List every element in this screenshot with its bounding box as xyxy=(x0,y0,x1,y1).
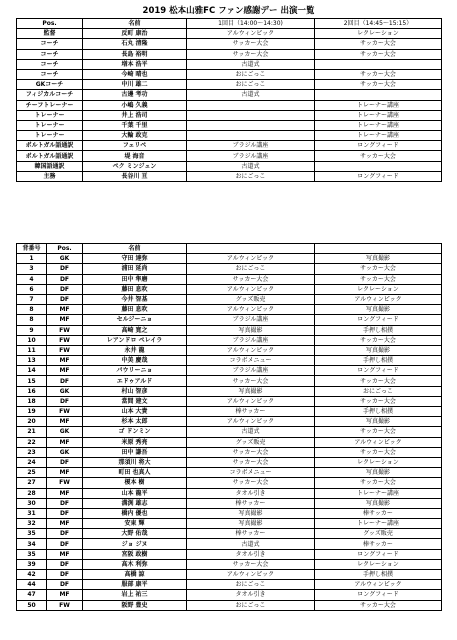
player-number: 14 xyxy=(17,366,47,376)
player-number: 28 xyxy=(17,488,47,498)
staff-session2: トレーナー講座 xyxy=(315,131,442,141)
player-number: 22 xyxy=(17,437,47,447)
staff-session1: アルウィンピック xyxy=(187,29,315,39)
player-row xyxy=(17,570,442,580)
staff-pos: 韓国語通訳 xyxy=(17,161,83,171)
player-session1: タオル引き xyxy=(187,488,315,498)
staff-pos: コーチ xyxy=(17,39,83,49)
staff-row xyxy=(17,141,442,151)
player-session2: ロングフィード xyxy=(315,590,442,600)
player-name: 田中 隼磨 xyxy=(83,274,187,284)
staff-pos: トレーナー xyxy=(17,120,83,130)
staff-session2: トレーナー講座 xyxy=(315,100,442,110)
player-pos: FW xyxy=(47,325,83,335)
staff-name: 小嶋 久義 xyxy=(83,100,187,110)
staff-name: 石丸 清隆 xyxy=(83,39,187,49)
player-name: 守田 達弥 xyxy=(83,254,187,264)
player-number: 9 xyxy=(17,325,47,335)
player-pos: FW xyxy=(47,345,83,355)
player-session2: 棒サッカー xyxy=(315,508,442,518)
staff-pos: チーフトレーナー xyxy=(17,100,83,110)
player-pos: MF xyxy=(47,590,83,600)
staff-session2: サッカー大会 xyxy=(315,151,442,161)
player-number: 18 xyxy=(17,396,47,406)
staff-session2: サッカー大会 xyxy=(315,80,442,90)
staff-header-cell: 1回目（14:00～14:30) xyxy=(187,19,315,29)
player-pos: FW xyxy=(47,478,83,488)
staff-name: 今崎 晴也 xyxy=(83,69,187,79)
player-row xyxy=(17,407,442,417)
player-row xyxy=(17,366,442,376)
player-pos: MF xyxy=(47,356,83,366)
player-session1: おにごっこ xyxy=(187,600,315,610)
player-session2: サッカー大会 xyxy=(315,427,442,437)
player-number: 20 xyxy=(17,417,47,427)
player-name: 高崎 寛之 xyxy=(83,325,187,335)
player-pos: FW xyxy=(47,600,83,610)
player-session1: 写真撮影 xyxy=(187,386,315,396)
player-session2: サッカー大会 xyxy=(315,447,442,457)
staff-session1: ブラジル講座 xyxy=(187,141,315,151)
player-number: 19 xyxy=(17,407,47,417)
player-name: ジョ ジヌ xyxy=(83,539,187,549)
staff-name: 長島 裕明 xyxy=(83,49,187,59)
player-number: 16 xyxy=(17,386,47,396)
player-row xyxy=(17,294,442,304)
staff-row xyxy=(17,120,442,130)
player-pos: MF xyxy=(47,315,83,325)
player-session2: アルウィンピック xyxy=(315,437,442,447)
player-session2: サッカー大会 xyxy=(315,335,442,345)
staff-session2: サッカー大会 xyxy=(315,69,442,79)
player-name: 中美 慶哉 xyxy=(83,356,187,366)
player-session1: アルウィンピック xyxy=(187,570,315,580)
player-name: パウリーニョ xyxy=(83,366,187,376)
player-number: 8 xyxy=(17,305,47,315)
player-number: 13 xyxy=(17,356,47,366)
staff-session1: サッカー大会 xyxy=(187,39,315,49)
player-session1: アルウィンピック xyxy=(187,396,315,406)
staff-header-row xyxy=(17,19,442,29)
staff-session2 xyxy=(315,59,442,69)
player-number: 35 xyxy=(17,529,47,539)
staff-session1: サッカー大会 xyxy=(187,49,315,59)
players-header-row xyxy=(17,244,442,254)
player-name: 杉本 太郎 xyxy=(83,417,187,427)
staff-row xyxy=(17,171,442,181)
player-session2: アルウィンピック xyxy=(315,580,442,590)
player-session2: レクレーション xyxy=(315,559,442,569)
player-name: 宮阪 政樹 xyxy=(83,549,187,559)
player-row xyxy=(17,386,442,396)
staff-table xyxy=(16,18,442,182)
player-number: 31 xyxy=(17,508,47,518)
player-session2: 手押し相撲 xyxy=(315,407,442,417)
player-number: 25 xyxy=(17,468,47,478)
staff-name: ペク ミンジュン xyxy=(83,161,187,171)
staff-session1: おにごっこ xyxy=(187,80,315,90)
staff-session2: トレーナー講座 xyxy=(315,110,442,120)
staff-pos: コーチ xyxy=(17,59,83,69)
player-pos: DF xyxy=(47,580,83,590)
player-number: 35 xyxy=(17,549,47,559)
player-name: 當間 建文 xyxy=(83,396,187,406)
staff-name: 大輪 政克 xyxy=(83,131,187,141)
player-session1: タオル引き xyxy=(187,590,315,600)
player-row xyxy=(17,335,442,345)
player-row xyxy=(17,376,442,386)
player-name: 溝渕 雄志 xyxy=(83,498,187,508)
staff-pos: トレーナー xyxy=(17,131,83,141)
staff-session2: サッカー大会 xyxy=(315,39,442,49)
player-name: 永井 龍 xyxy=(83,345,187,355)
player-name: レアンドロ ペレイラ xyxy=(83,335,187,345)
staff-pos: コーチ xyxy=(17,69,83,79)
player-session2: 写真撮影 xyxy=(315,498,442,508)
staff-row xyxy=(17,151,442,161)
player-row xyxy=(17,437,442,447)
player-session1: 古道式 xyxy=(187,539,315,549)
player-pos: DF xyxy=(47,570,83,580)
player-session2: レクレーション xyxy=(315,457,442,467)
player-session1: グッズ販売 xyxy=(187,437,315,447)
player-row xyxy=(17,447,442,457)
player-row xyxy=(17,519,442,529)
staff-session2: ロングフィード xyxy=(315,171,442,181)
player-number: 32 xyxy=(17,519,47,529)
player-session2: トレーナー講座 xyxy=(315,519,442,529)
player-row xyxy=(17,478,442,488)
staff-name: 反町 康治 xyxy=(83,29,187,39)
player-row xyxy=(17,580,442,590)
player-session2: アルウィンピック xyxy=(315,294,442,304)
staff-row xyxy=(17,131,442,141)
staff-session1: ブラジル講座 xyxy=(187,151,315,161)
player-session2: 棒サッカー xyxy=(315,539,442,549)
player-session1: コラボメニュー xyxy=(187,468,315,478)
player-row xyxy=(17,539,442,549)
player-session1: 写真撮影 xyxy=(187,508,315,518)
player-session1: サッカー大会 xyxy=(187,274,315,284)
player-number: 34 xyxy=(17,539,47,549)
player-name: セルジーニョ xyxy=(83,315,187,325)
player-name: 高木 利弥 xyxy=(83,559,187,569)
staff-session1: 古道式 xyxy=(187,59,315,69)
staff-name: 増本 浩平 xyxy=(83,59,187,69)
player-row xyxy=(17,549,442,559)
player-pos: DF xyxy=(47,457,83,467)
player-name: 山本 龍平 xyxy=(83,488,187,498)
player-pos: MF xyxy=(47,519,83,529)
player-session1: サッカー大会 xyxy=(187,376,315,386)
player-name: 今井 智基 xyxy=(83,294,187,304)
staff-session2: サッカー大会 xyxy=(315,49,442,59)
player-session1: ブラジル講座 xyxy=(187,315,315,325)
player-row xyxy=(17,356,442,366)
players-header-cell xyxy=(315,244,442,254)
staff-header-cell: Pos. xyxy=(17,19,83,29)
staff-row xyxy=(17,80,442,90)
player-session1: 棒サッカー xyxy=(187,498,315,508)
player-session1: 棒サッカー xyxy=(187,407,315,417)
staff-session1: おにごっこ xyxy=(187,69,315,79)
player-number: 39 xyxy=(17,559,47,569)
player-name: 高橋 諒 xyxy=(83,570,187,580)
player-pos: GK xyxy=(47,386,83,396)
player-session1: ブラジル講座 xyxy=(187,366,315,376)
player-row xyxy=(17,254,442,264)
player-session1: 写真撮影 xyxy=(187,519,315,529)
player-row xyxy=(17,315,442,325)
staff-name: 千葉 千里 xyxy=(83,120,187,130)
player-session1: アルウィンピック xyxy=(187,305,315,315)
player-pos: DF xyxy=(47,498,83,508)
player-row xyxy=(17,468,442,478)
player-name: 山本 大貴 xyxy=(83,407,187,417)
player-name: 浦田 延尚 xyxy=(83,264,187,274)
player-number: 8 xyxy=(17,315,47,325)
staff-row xyxy=(17,39,442,49)
player-session1: 写真撮影 xyxy=(187,325,315,335)
player-session1: グッズ販売 xyxy=(187,294,315,304)
player-name: 大野 佑哉 xyxy=(83,529,187,539)
staff-header-cell: 2回目（14:45～15:15） xyxy=(315,19,442,29)
player-session2: おにごっこ xyxy=(315,386,442,396)
staff-name: 長谷川 亘 xyxy=(83,171,187,181)
player-pos: GK xyxy=(47,447,83,457)
player-number: 4 xyxy=(17,274,47,284)
staff-name: フェリペ xyxy=(83,141,187,151)
player-row xyxy=(17,590,442,600)
staff-row xyxy=(17,29,442,39)
player-name: 村山 智彦 xyxy=(83,386,187,396)
players-header-cell xyxy=(187,244,315,254)
players-header-cell: Pos. xyxy=(47,244,83,254)
player-row xyxy=(17,284,442,294)
player-name: 藤田 息吹 xyxy=(83,284,187,294)
staff-row xyxy=(17,161,442,171)
player-session2: ロングフィード xyxy=(315,549,442,559)
player-session1: サッカー大会 xyxy=(187,457,315,467)
player-number: 27 xyxy=(17,478,47,488)
player-name: 安東 輝 xyxy=(83,519,187,529)
player-name: 町田 也真人 xyxy=(83,468,187,478)
player-session2: 手押し相撲 xyxy=(315,570,442,580)
player-number: 44 xyxy=(17,580,47,590)
staff-session1 xyxy=(187,131,315,141)
staff-pos: ポルトガル語通訳 xyxy=(17,151,83,161)
player-name: 岩上 祐三 xyxy=(83,590,187,600)
player-number: 1 xyxy=(17,254,47,264)
player-pos: DF xyxy=(47,264,83,274)
player-name: ゴ ドンミン xyxy=(83,427,187,437)
staff-session2: レクレーション xyxy=(315,29,442,39)
player-session2: ロングフィード xyxy=(315,315,442,325)
player-pos: MF xyxy=(47,437,83,447)
player-row xyxy=(17,600,442,610)
player-pos: MF xyxy=(47,417,83,427)
player-session2: トレーナー講座 xyxy=(315,488,442,498)
staff-session2 xyxy=(315,161,442,171)
player-session1: おにごっこ xyxy=(187,580,315,590)
players-header-cell: 名前 xyxy=(83,244,187,254)
staff-name: 古邊 考功 xyxy=(83,90,187,100)
player-row xyxy=(17,417,442,427)
player-session2: サッカー大会 xyxy=(315,264,442,274)
player-row xyxy=(17,488,442,498)
player-pos: DF xyxy=(47,559,83,569)
player-number: 47 xyxy=(17,590,47,600)
player-row xyxy=(17,325,442,335)
staff-row xyxy=(17,59,442,69)
player-session1: おにごっこ xyxy=(187,264,315,274)
player-number: 11 xyxy=(17,345,47,355)
player-number: 7 xyxy=(17,294,47,304)
player-name: 榎本 樹 xyxy=(83,478,187,488)
player-session1: コラボメニュー xyxy=(187,356,315,366)
player-session2: 写真撮影 xyxy=(315,468,442,478)
player-pos: DF xyxy=(47,396,83,406)
player-number: 21 xyxy=(17,427,47,437)
staff-session2: トレーナー講座 xyxy=(315,120,442,130)
player-session2: レクレーション xyxy=(315,284,442,294)
staff-row xyxy=(17,49,442,59)
player-pos: DF xyxy=(47,284,83,294)
player-row xyxy=(17,345,442,355)
player-row xyxy=(17,264,442,274)
player-number: 23 xyxy=(17,447,47,457)
player-session1: 古道式 xyxy=(187,427,315,437)
player-pos: DF xyxy=(47,376,83,386)
player-name: 那須川 将大 xyxy=(83,457,187,467)
player-row xyxy=(17,427,442,437)
player-name: 橋内 優也 xyxy=(83,508,187,518)
player-name: 藤田 息吹 xyxy=(83,305,187,315)
player-session1: アルウィンピック xyxy=(187,345,315,355)
player-number: 3 xyxy=(17,264,47,274)
player-row xyxy=(17,559,442,569)
staff-pos: ポルトガル語通訳 xyxy=(17,141,83,151)
staff-row xyxy=(17,100,442,110)
staff-name: 堤 海音 xyxy=(83,151,187,161)
staff-pos: GKコーチ xyxy=(17,80,83,90)
player-session1: ブラジル講座 xyxy=(187,335,315,345)
staff-session2: ロングフィード xyxy=(315,141,442,151)
player-name: エドゥアルド xyxy=(83,376,187,386)
staff-header-cell: 名前 xyxy=(83,19,187,29)
page-title: 2019 松本山雅FC ファン感謝デー 出演一覧 xyxy=(142,6,315,16)
player-session2: 写真撮影 xyxy=(315,254,442,264)
player-pos: DF xyxy=(47,539,83,549)
player-number: 30 xyxy=(17,498,47,508)
player-number: 6 xyxy=(17,284,47,294)
player-session2: 写真撮影 xyxy=(315,305,442,315)
player-session1: タオル引き xyxy=(187,549,315,559)
players-header-cell: 背番号 xyxy=(17,244,47,254)
player-session2: 手押し相撲 xyxy=(315,356,442,366)
staff-session1 xyxy=(187,110,315,120)
staff-name: 中川 雄二 xyxy=(83,80,187,90)
player-session1: サッカー大会 xyxy=(187,478,315,488)
players-table xyxy=(16,243,442,611)
player-session2: グッズ販売 xyxy=(315,529,442,539)
player-name: 阪野 豊史 xyxy=(83,600,187,610)
staff-session1 xyxy=(187,100,315,110)
staff-pos: 主務 xyxy=(17,171,83,181)
staff-name: 井上 浩司 xyxy=(83,110,187,120)
player-pos: MF xyxy=(47,468,83,478)
player-session1: 棒サッカー xyxy=(187,529,315,539)
player-number: 10 xyxy=(17,335,47,345)
player-row xyxy=(17,457,442,467)
player-pos: GK xyxy=(47,427,83,437)
player-pos: MF xyxy=(47,488,83,498)
player-number: 50 xyxy=(17,600,47,610)
player-row xyxy=(17,498,442,508)
player-number: 42 xyxy=(17,570,47,580)
player-session2: サッカー大会 xyxy=(315,478,442,488)
staff-pos: トレーナー xyxy=(17,110,83,120)
player-pos: DF xyxy=(47,274,83,284)
staff-pos: コーチ xyxy=(17,49,83,59)
player-session1: サッカー大会 xyxy=(187,447,315,457)
player-row xyxy=(17,508,442,518)
player-session1: アルウィンピック xyxy=(187,254,315,264)
player-row xyxy=(17,396,442,406)
player-session1: アルウィンピック xyxy=(187,417,315,427)
staff-row xyxy=(17,69,442,79)
player-pos: DF xyxy=(47,508,83,518)
player-pos: GK xyxy=(47,254,83,264)
staff-row xyxy=(17,90,442,100)
staff-pos: 監督 xyxy=(17,29,83,39)
player-number: 15 xyxy=(17,376,47,386)
player-pos: MF xyxy=(47,305,83,315)
player-pos: DF xyxy=(47,529,83,539)
player-row xyxy=(17,305,442,315)
player-name: 田中 謙吾 xyxy=(83,447,187,457)
player-name: 服部 康平 xyxy=(83,580,187,590)
staff-session1: 古道式 xyxy=(187,161,315,171)
staff-session1: 古道式 xyxy=(187,90,315,100)
staff-session1: おにごっこ xyxy=(187,171,315,181)
player-pos: MF xyxy=(47,549,83,559)
player-number: 24 xyxy=(17,457,47,467)
staff-row xyxy=(17,110,442,120)
player-session2: ロングフィード xyxy=(315,366,442,376)
player-session1: サッカー大会 xyxy=(187,559,315,569)
staff-pos: フィジカルコーチ xyxy=(17,90,83,100)
player-name: 米原 秀亮 xyxy=(83,437,187,447)
player-session2: サッカー大会 xyxy=(315,396,442,406)
player-session2: 写真撮影 xyxy=(315,345,442,355)
staff-session1 xyxy=(187,120,315,130)
player-session2: 写真撮影 xyxy=(315,417,442,427)
player-session2: サッカー大会 xyxy=(315,600,442,610)
player-session1: アルウィンピック xyxy=(187,284,315,294)
player-session2: サッカー大会 xyxy=(315,376,442,386)
player-pos: FW xyxy=(47,407,83,417)
player-session2: サッカー大会 xyxy=(315,274,442,284)
player-row xyxy=(17,274,442,284)
player-pos: FW xyxy=(47,335,83,345)
player-session2: 手押し相撲 xyxy=(315,325,442,335)
player-row xyxy=(17,529,442,539)
player-pos: MF xyxy=(47,366,83,376)
player-pos: DF xyxy=(47,294,83,304)
staff-session2 xyxy=(315,90,442,100)
